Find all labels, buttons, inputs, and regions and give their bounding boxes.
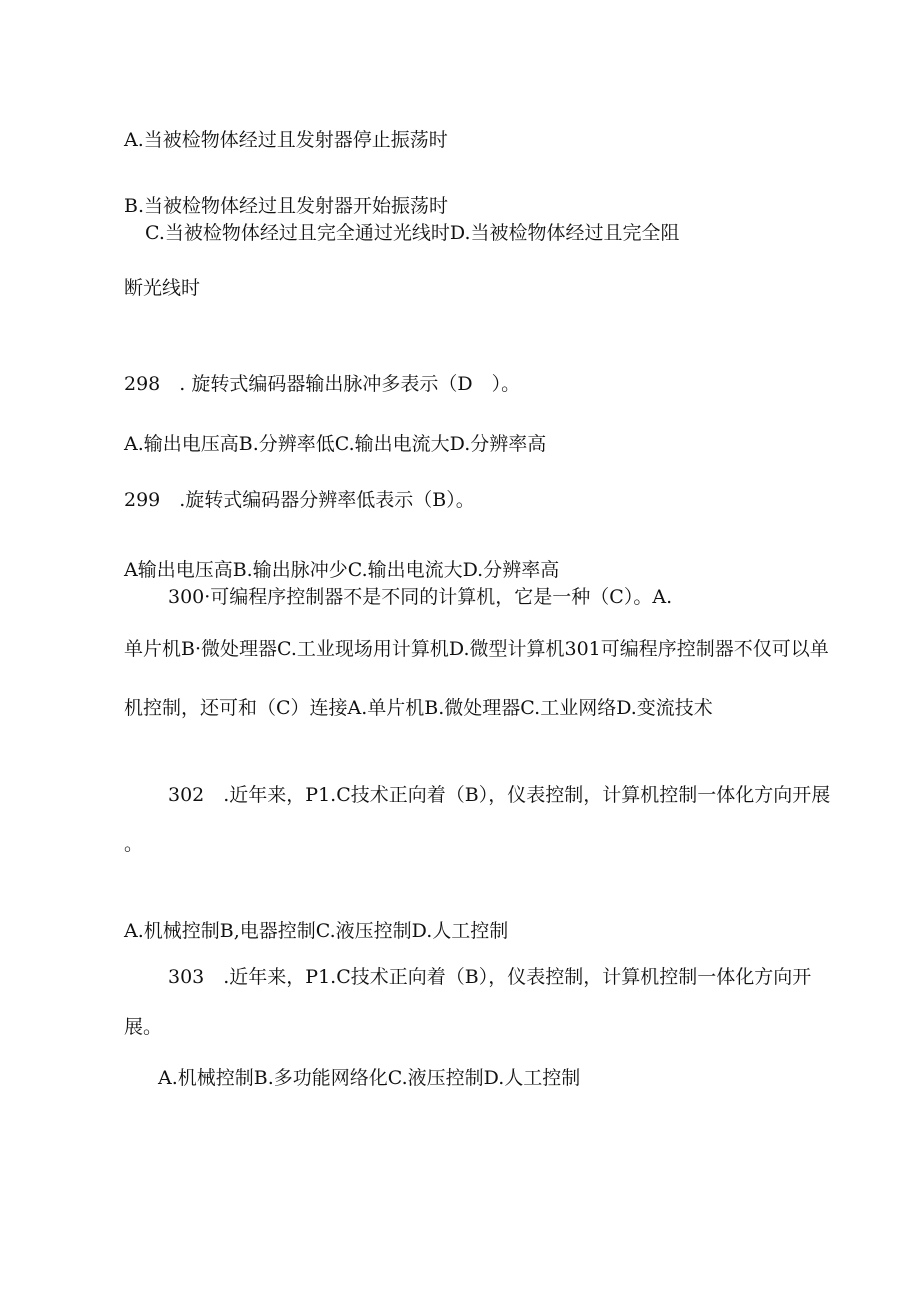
option-line: A.当被检物体经过且发射器停止振荡时 [124, 129, 448, 151]
question-302-end: 。 [124, 833, 144, 855]
question-299: 299 .旋转式编码器分辨率低表示（B）。 [124, 489, 475, 511]
option-line: A输出电压高B.输出脉冲少C.输出电流大D.分辨率高 [124, 559, 560, 581]
option-line: A.机械控制B.多功能网络化C.液压控制D.人工控制 [158, 1067, 581, 1089]
question-303-end: 展。 [124, 1016, 163, 1038]
question-300: 300·可编程序控制器不是不同的计算机，它是一种（C）。A. [168, 586, 673, 608]
question-301-line: 机控制，还可和（C）连接A.单片机B.微处理器C.工业网络D.变流技术 [124, 697, 713, 719]
question-298: 298 . 旋转式编码器输出脉冲多表示（D ）。 [124, 373, 521, 395]
option-line: A.机械控制B,电器控制C.液压控制D.人工控制 [124, 920, 509, 942]
option-line: B.当被检物体经过且发射器开始振荡时 [124, 195, 449, 217]
option-line: C.当被检物体经过且完全通过光线时D.当被检物体经过且完全阻 [145, 222, 680, 244]
question-303: 303 .近年来，P1.C技术正向着（B），仪表控制，计算机控制一体化方向开 [168, 966, 812, 988]
option-line: 断光线时 [124, 277, 201, 299]
option-line: A.输出电压高B.分辨率低C.输出电流大D.分辨率高 [124, 433, 547, 455]
question-301-line: 单片机B·微处理器C.工业现场用计算机D.微型计算机301可编程序控制器不仅可以单 [124, 638, 829, 660]
question-302: 302 .近年来，P1.C技术正向着（B），仪表控制，计算机控制一体化方向开展 [168, 784, 831, 806]
